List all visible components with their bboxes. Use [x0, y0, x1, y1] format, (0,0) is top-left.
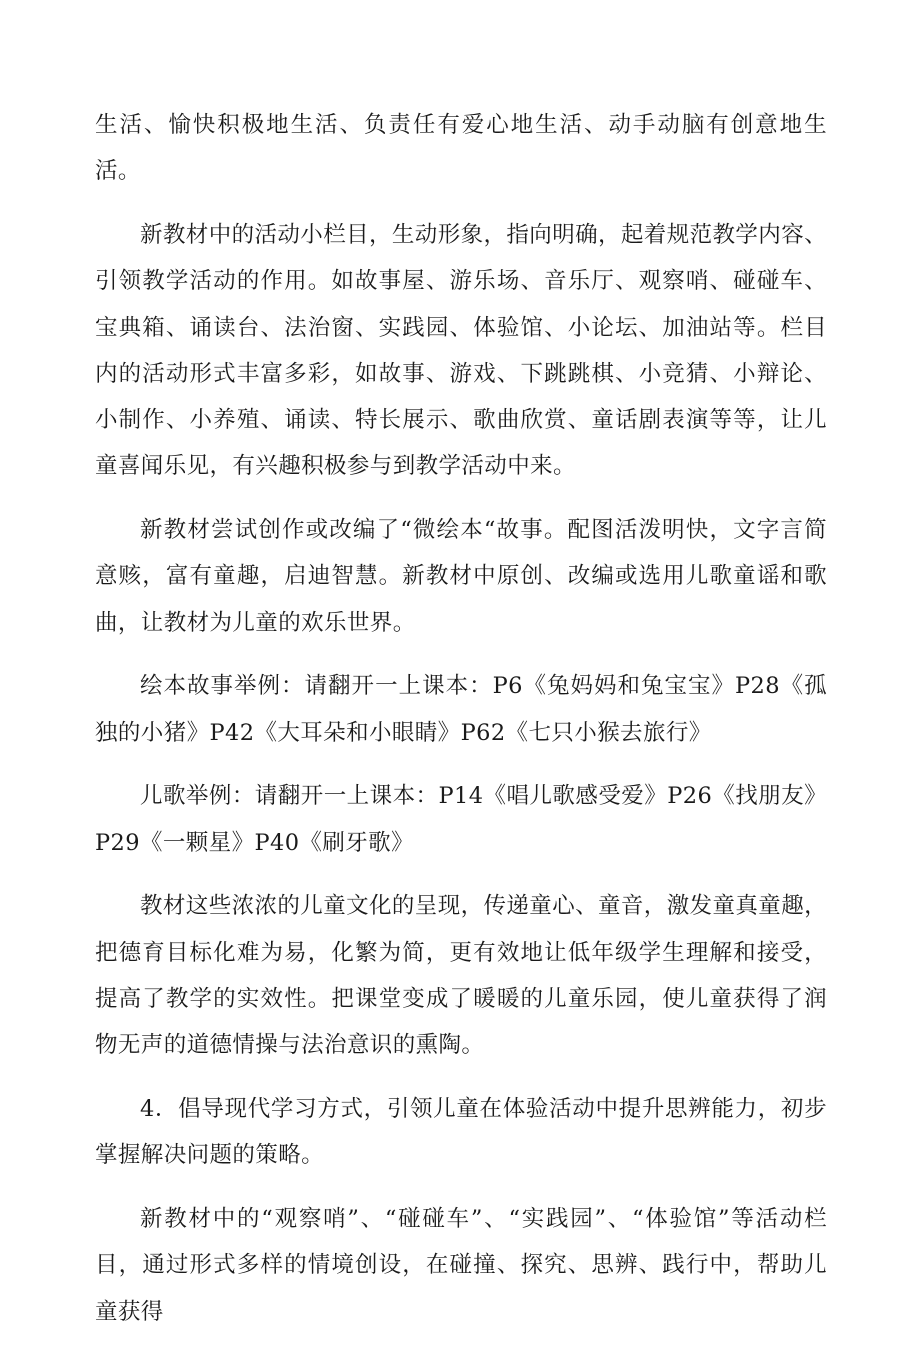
paragraph-picture-books: 新教材尝试创作或改编了“微绘本“故事。配图活泼明快，文字言简意赅，富有童趣，启迪智慧。新教材中原创、改编或选用儿歌童谣和歌曲，让教材为儿童的欢乐世界。: [95, 517, 827, 636]
paragraph-experience-columns: 新教材中的“观察哨”、“碰碰车”、“实践园”、“体验馆”等活动栏目，通过形式多样的情境创设，在碰撞、探究、思辨、践行中，帮助儿童获得: [95, 1205, 827, 1325]
paragraph-activity-columns: 新教材中的活动小栏目，生动形象，指向明确，起着规范教学内容、引领教学活动的作用。如故事屋、游乐场、音乐厅、观察哨、碰碰车、宝典箱、诵读台、法治窗、实践园、体验馆、小论坛、加油站等。栏目内的活动形式丰富多彩，如故事、游戏、下跳跳棋、小竞猜、小辩论、小制作、小养殖、诵读、特长展示、歌曲欣赏、童话剧表演等等，让儿童喜闻乐见，有兴趣积极参与到教学活动中来。: [95, 221, 828, 480]
paragraph-child-culture: 教材这些浓浓的儿童文化的呈现，传递童心、童音，激发童真童趣，把德育目标化难为易，化繁为简，更有效地让低年级学生理解和接受，提高了教学的实效性。把课堂变成了暖暖的儿童乐园，使儿童获得了润物无声的道德情操与法治意识的熏陶。: [95, 893, 828, 1059]
paragraph-section-4-heading: 4．倡导现代学习方式，引领儿童在体验活动中提升思辨能力，初步掌握解决问题的策略。: [95, 1095, 827, 1169]
paragraph-picture-book-examples: 绘本故事举例：请翻开一上课本：P6《兔妈妈和兔宝宝》P28《孤独的小猪》P42《大耳朵和小眼睛》P62《七只小猴去旅行》: [95, 673, 827, 746]
body-text: [95, 102, 827, 1352]
paragraph-nursery-rhyme-examples: 儿歌举例：请翻开一上课本：P14《唱儿歌感受爱》P26《找朋友》P29《一颗星》P40《刷牙歌》: [95, 783, 827, 856]
paragraph-continuation: 生活、愉快积极地生活、负责任有爱心地生活、动手动脑有创意地生活。: [95, 112, 827, 185]
